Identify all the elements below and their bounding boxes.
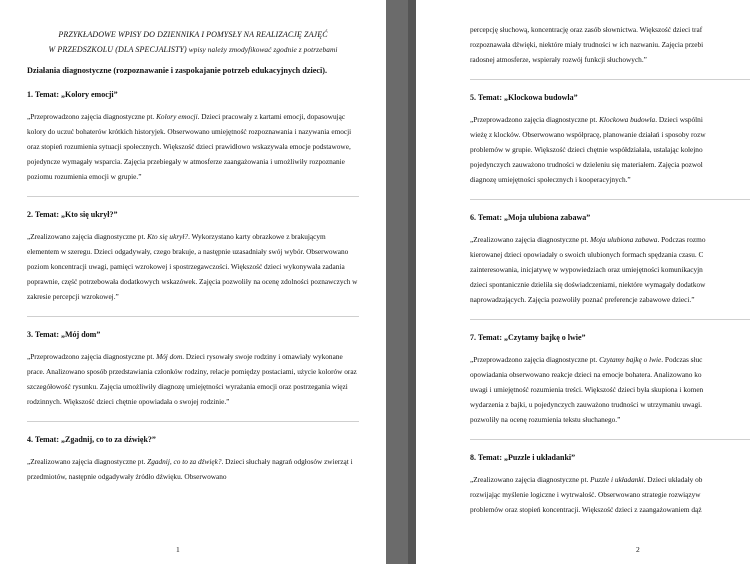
continued-text — [470, 22, 750, 67]
text-line: wieżę z klocków. Obserwowano współpracę, planowanie działań i sposoby rozw — [470, 130, 706, 139]
text-line: naprowadzających. Zajęcia pozwoliły poznać preferencje zabawowe dzieci.” — [470, 295, 695, 304]
page-number: 2 — [636, 545, 640, 554]
text-line: percepcję słuchową, koncentrację oraz zasób słownictwa. Większość dzieci traf — [470, 25, 703, 34]
title-line-2 — [27, 42, 359, 57]
document-title — [27, 27, 359, 57]
entries-page-1 — [27, 90, 359, 484]
divider — [470, 439, 750, 440]
entry-3 — [27, 330, 359, 422]
entry-4 — [27, 435, 359, 484]
entry-heading: 4. Temat: „Zgadnij, co to za dźwięk?” — [27, 435, 156, 444]
text-line: problemów w grupie. Większość dzieci chętnie współdziałała, ustalając kolejno — [470, 145, 703, 154]
entry-5 — [470, 93, 750, 187]
text-line: pojedynczych zauważono trudności w dzieleniu się materiałem. Zajęcia pozwol — [470, 160, 703, 169]
divider — [27, 196, 359, 197]
text-line: wydarzenia z bajki, u pojedynczych zauważono trudności w utrzymaniu uwagi. — [470, 400, 703, 409]
entry-text: „Przeprowadzono zajęcia diagnostyczne pt. Kolory emocji. Dzieci pracowały z kartami emocji, dopasowując kolory do uczuć bohaterów krótkich historyjek. Obserwowano umiejętność rozpoznawania i nazywania emocji oraz stopień rozumienia sytuacji społecznych. Większość dzieci prawidłowo wskazywała emocje podstawowe, pojedyncze wymagały wsparcia. Zajęcia przebiegały w atmosferze zaangażowania i umożliwiły rozpoznanie poziomu rozumienia emocji w grupie.” — [27, 112, 352, 181]
divider — [27, 316, 359, 317]
text-line: radosnej atmosferze, wspierały rozwój funkcji słuchowych.” — [470, 55, 647, 64]
entry-7 — [470, 333, 750, 427]
entries-page-2 — [470, 79, 750, 517]
page-number: 1 — [176, 545, 180, 554]
text-line: rozpoznawała dźwięki, niektóre miały trudności w ich nazwaniu. Zajęcia przebi — [470, 40, 704, 49]
entry-heading: 8. Temat: „Puzzle i układanki” — [470, 453, 576, 462]
entry-text: „Zrealizowano zajęcia diagnostyczne pt. Kto się ukrył?. Wykorzystano karty obrazkowe z brakującym elementem w szeregu. Dzieci odgadywały, czego brakuje, a następnie uzasadniały swój wybór. Obserwowano poziom koncentracji uwagi, pamięci wzrokowej i spostrzegawczości. Większość dzieci wykonywała zadania poprawnie, część potrzebowała dodatkowych wskazówek. Zajęcia pozwoliły na ocenę zdolności poznawczych w zakresie percepcji wzrokowej.” — [27, 232, 358, 301]
entry-heading: 7. Temat: „Czytamy bajkę o lwie” — [470, 333, 586, 342]
entry-6 — [470, 213, 750, 307]
document-page-2 — [416, 0, 750, 564]
text-line: dzieci spontanicznie dzieliła się doświadczeniami, niektóre wymagały dodatkow — [470, 280, 706, 289]
text-line: rozwijając myślenie logiczne i wytrwałość. Obserwowano strategie rozwiązyw — [470, 490, 701, 499]
entry-heading: 6. Temat: „Moja ulubiona zabawa” — [470, 213, 591, 222]
entry-heading: 2. Temat: „Kto się ukrył?” — [27, 210, 118, 219]
text-line: opowiadania obserwowano reakcje dzieci na emocje bohatera. Analizowano ko — [470, 370, 702, 379]
text-line: uwagi i umiejętność rozumienia treści. Większość dzieci była skupiona i komen — [470, 385, 704, 394]
text-line: „Przeprowadzono zajęcia diagnostyczne pt. Klockowa budowla. Dzieci wspólni — [470, 115, 703, 124]
divider — [470, 199, 750, 200]
title-line-1: PRZYKŁADOWE WPISY DO DZIENNIKA I POMYSŁY NA REALIZACJĘ ZAJĘĆ — [58, 30, 328, 39]
section-heading: Działania diagnostyczne (rozpoznawanie i zaspokajanie potrzeb edukacyjnych dzieci). — [27, 66, 328, 75]
entry-1 — [27, 90, 359, 197]
divider — [470, 79, 750, 80]
text-line: zainteresowania, inicjatywę w wypowiedziach oraz umiejętności komunikacyjn — [470, 265, 703, 274]
page-gap-shadow — [408, 0, 416, 564]
text-line: „Przeprowadzono zajęcia diagnostyczne pt. Czytamy bajkę o lwie. Podczas słuc — [470, 355, 703, 364]
entry-heading: 1. Temat: „Kolory emocji” — [27, 90, 118, 99]
divider — [470, 319, 750, 320]
text-line: „Zrealizowano zajęcia diagnostyczne pt. Moja ulubiona zabawa. Podczas rozmo — [470, 235, 706, 244]
text-line: pozwoliły na ocenę rozumienia tekstu słuchanego.” — [470, 415, 621, 424]
text-line: kierowanej dzieci opowiadały o swoich ulubionych formach spędzania czasu. C — [470, 250, 704, 259]
text-line: „Zrealizowano zajęcia diagnostyczne pt. Puzzle i układanki. Dzieci układały ob — [470, 475, 703, 484]
entry-2 — [27, 210, 359, 317]
text-line: diagnozę umiejętności społecznych i kooperacyjnych.” — [470, 175, 631, 184]
entry-heading: 3. Temat: „Mój dom” — [27, 330, 101, 339]
entry-8 — [470, 453, 750, 517]
entry-heading: 5. Temat: „Klockowa budowla” — [470, 93, 578, 102]
text-line: problemów oraz stopień koncentracji. Większość dzieci z zaangażowaniem dąż — [470, 505, 702, 514]
divider — [27, 421, 359, 422]
entry-text: „Przeprowadzono zajęcia diagnostyczne pt. Mój dom. Dzieci rysowały swoje rodziny i omawiały wykonane prace. Analizowano sposób przedstawiania członków rodziny, relacje pomiędzy postaciami, użycie kolorów oraz szczegółowość rysunku. Zajęcia umożliwiły diagnozę umiejętności wyrażania emocji oraz postrzegania więzi rodzinnych. Większość dzieci chętnie opowiadała o swojej rodzinie.” — [27, 352, 357, 406]
title-line-2-note: wpisy należy zmodyfikować zgodnie z potrzebami — [186, 45, 338, 54]
entry-text: „Zrealizowano zajęcia diagnostyczne pt. Zgadnij, co to za dźwięk?. Dzieci słuchały nagrań odgłosów zwierząt i przedmiotów, następnie odgadywały źródło dźwięku. Obserwowano — [27, 457, 353, 481]
title-line-2-main: W PRZEDSZKOLU (DLA SPECJALISTY) — [48, 45, 187, 54]
